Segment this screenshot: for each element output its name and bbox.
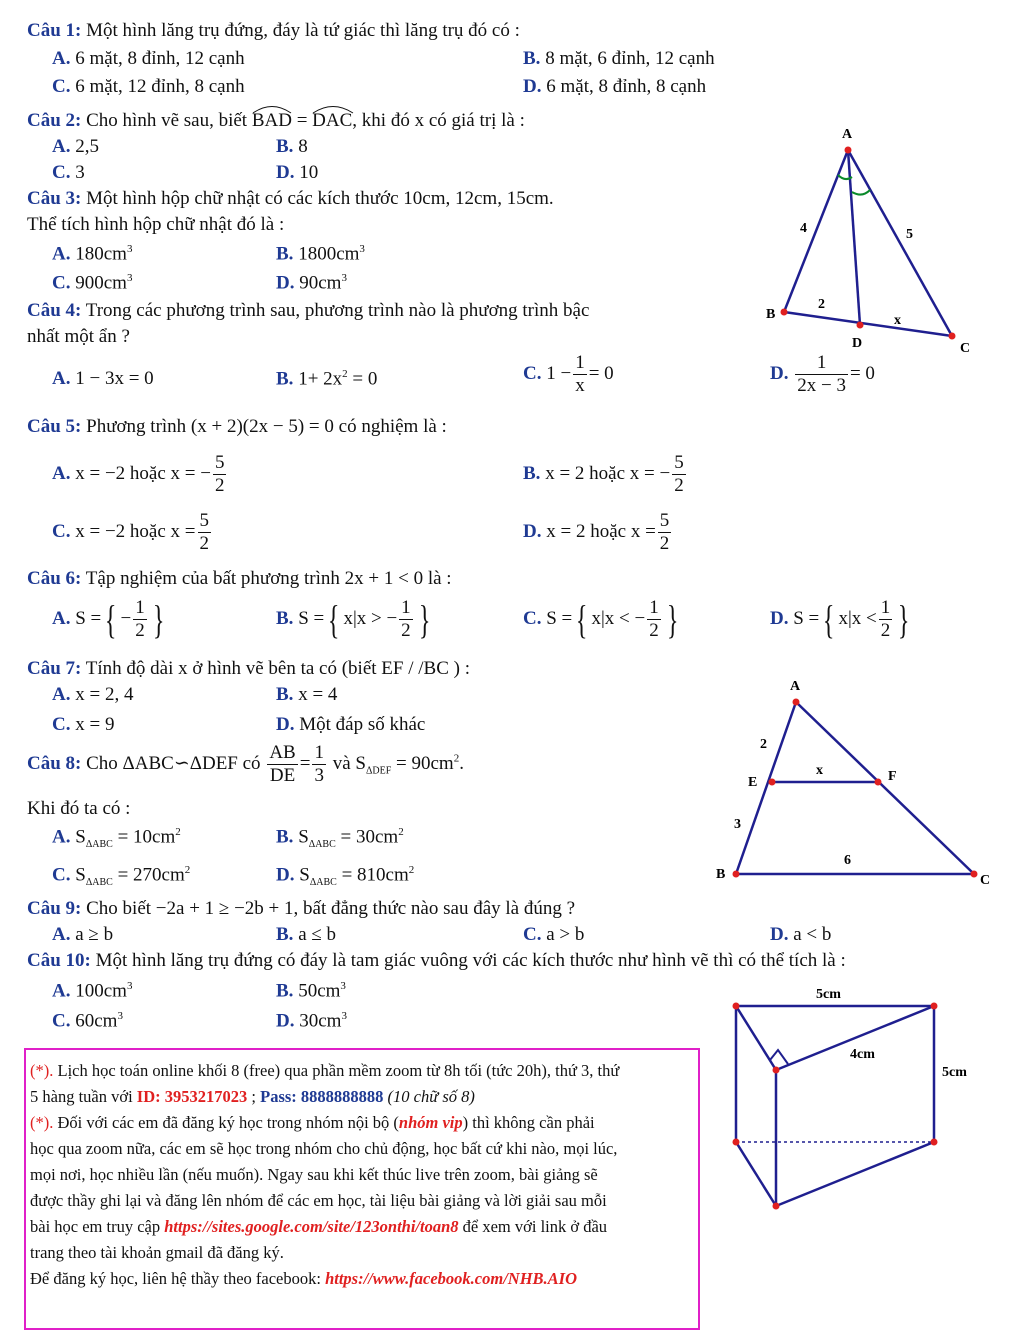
- q10-option-c[interactable]: C. $60cm^3$: [52, 1010, 123, 1032]
- q9-option-c[interactable]: C. a > b: [523, 924, 585, 945]
- q5-option-d[interactable]: D. x = 2 hoặc x = $\frac{5}{2}$: [523, 510, 670, 554]
- q7-option-d[interactable]: D. Một đáp số khác: [276, 714, 426, 735]
- note-line-9: Để đăng ký học, liên hệ thầy theo facebook: https://www.facebook.com/NHB.AIO: [30, 1269, 578, 1288]
- q6-stem: Câu 6: Tập nghiệm của bất phương trình 2x + 1 < 0 là :: [27, 568, 452, 589]
- q4-stem: Câu 4: Trong các phương trình sau, phương trình nào là phương trình bậc: [27, 300, 590, 321]
- note-line-6: được thầy ghi lại và đăng lên nhóm để các em học, tài liệu bài giảng và lời giải sau mỗi: [30, 1191, 607, 1210]
- q3-stem-line2: Thể tích hình hộp chữ nhật đó là :: [27, 214, 285, 235]
- q2-option-c[interactable]: C. 3: [52, 162, 85, 183]
- q7-stem: Câu 7: Tính độ dài x ở hình vẽ bên ta có (biết EF / /BC ) :: [27, 658, 470, 679]
- q3-option-d[interactable]: D. $90cm^3$: [276, 272, 347, 294]
- fig2-length-bc: 6: [844, 853, 851, 868]
- note-line-4: học qua zoom nữa, các em sẽ học trong nhóm cho chủ động, học bất cứ khi nào, mọi lúc,: [30, 1139, 618, 1158]
- fig2-label-b: B: [716, 867, 726, 882]
- q4-option-d[interactable]: D. $\frac{1}{2x - 3}$ = 0: [770, 352, 875, 396]
- figure-triangle-bisector: [760, 120, 980, 360]
- note-line-5: mọi nơi, học nhiều lần (nếu muốn). Ngay sau khi kết thúc live trên zoom, bài giảng sẽ: [30, 1165, 598, 1184]
- q3-option-a[interactable]: A. $180cm^3$: [52, 243, 133, 265]
- q10-stem: Câu 10: Một hình lăng trụ đứng có đáy là tam giác vuông với các kích thước như hình vẽ thì có thể tích là :: [27, 950, 846, 971]
- q8-option-b[interactable]: B. $S_{\Delta ABC} = 30cm^2$: [276, 826, 404, 851]
- q9-option-a[interactable]: A. a ≥ b: [52, 924, 114, 945]
- q1-stem: Câu 1: Một hình lăng trụ đứng, đáy là tứ giác thì lăng trụ đó có :: [27, 20, 520, 41]
- q2-stem: Câu 2: Cho hình vẽ sau, biết BAD = DAC , khi đó x có giá trị là :: [27, 110, 525, 132]
- q10-option-b[interactable]: B. $50cm^3$: [276, 980, 346, 1002]
- q7-option-b[interactable]: B. x = 4: [276, 684, 338, 705]
- fig2-length-eb: 3: [734, 817, 741, 832]
- fig2-label-a: A: [790, 679, 801, 694]
- q6-option-c[interactable]: C. S ={ x|x < − $\frac{1}{2}$ }: [523, 597, 679, 642]
- q2-option-a[interactable]: A. 2,5: [52, 136, 99, 157]
- fig1-label-a: A: [842, 127, 853, 142]
- q9-option-b[interactable]: B. a ≤ b: [276, 924, 337, 945]
- q5-option-b[interactable]: B. x = 2 hoặc x = − $\frac{5}{2}$: [523, 452, 684, 496]
- fig2-label-c: C: [980, 873, 991, 888]
- q6-option-b[interactable]: B. S ={ x|x > − $\frac{1}{2}$ }: [276, 597, 431, 642]
- q3-stem: Câu 3: Một hình hộp chữ nhật có các kích thước 10cm, 12cm, 15cm.: [27, 188, 554, 209]
- q4-option-c[interactable]: C. 1 − $\frac{1}{x}$ = 0: [523, 352, 614, 396]
- fig1-label-c: C: [960, 341, 971, 356]
- q4-option-a[interactable]: A. 1 − 3x = 0: [52, 368, 154, 389]
- q10-option-d[interactable]: D. $30cm^3$: [276, 1010, 347, 1032]
- q9-stem: Câu 9: Cho biết −2a + 1 ≥ −2b + 1, bất đẳng thức nào sau đây là đúng ?: [27, 898, 576, 919]
- q3-option-c[interactable]: C. $900cm^3$: [52, 272, 133, 294]
- q7-option-c[interactable]: C. x = 9: [52, 714, 115, 735]
- fig1-length-bd: 2: [818, 297, 825, 312]
- q5-stem: Câu 5: Phương trình (x + 2)(2x − 5) = 0 có nghiệm là :: [27, 416, 447, 437]
- figure-prism: [718, 978, 988, 1218]
- q5-option-c[interactable]: C. x = −2 hoặc x = $\frac{5}{2}$: [52, 510, 209, 554]
- note-line-1: (*). Lịch học toán online khối 8 (free) qua phần mềm zoom từ 8h tối (tức 20h), thứ 3, thứ: [30, 1061, 620, 1080]
- fig1-length-ac: 5: [906, 227, 913, 242]
- q9-option-d[interactable]: D. a < b: [770, 924, 832, 945]
- facebook-link[interactable]: https://www.facebook.com/NHB.AIO: [325, 1269, 578, 1288]
- fig3-length-side: 5cm: [942, 1065, 967, 1080]
- q4-stem-line2: nhất một ẩn ?: [27, 326, 130, 347]
- fig2-label-e: E: [748, 775, 758, 790]
- q4-option-b[interactable]: B. $1+ 2x^2 = 0$: [276, 368, 378, 390]
- fig2-label-f: F: [888, 769, 897, 784]
- note-line-7: bài học em truy cập https://sites.google.com/site/123onthi/toan8 để xem với link ở đầu: [30, 1217, 608, 1236]
- fig3-length-diag: 4cm: [850, 1047, 875, 1062]
- q1-option-b[interactable]: B. 8 mặt, 6 đỉnh, 12 cạnh: [523, 48, 715, 69]
- q5-option-a[interactable]: A. x = −2 hoặc x = − $\frac{5}{2}$: [52, 452, 225, 496]
- fig1-label-d: D: [852, 336, 863, 351]
- note-line-2: 5 hàng tuần với ID: 3953217023 ; Pass: 8888888888 (10 chữ số 8): [30, 1087, 475, 1106]
- fig1-length-dc: x: [894, 313, 901, 328]
- sites-link[interactable]: https://sites.google.com/site/123onthi/toan8: [164, 1217, 459, 1236]
- q6-option-d[interactable]: D. S ={ x|x < $\frac{1}{2}$ }: [770, 597, 910, 642]
- note-line-8: trang theo tài khoản gmail đã đăng ký.: [30, 1243, 284, 1262]
- q8-option-a[interactable]: A. $S_{\Delta ABC} = 10cm^2$: [52, 826, 181, 851]
- q1-option-a[interactable]: A. 6 mặt, 8 đỉnh, 12 cạnh: [52, 48, 245, 69]
- note-line-3: (*). Đối với các em đã đăng ký học trong nhóm nội bộ (nhóm vip) thì không cần phải: [30, 1113, 595, 1132]
- q8-option-c[interactable]: C. $S_{\Delta ABC} = 270cm^2$: [52, 864, 191, 889]
- q8-stem: Câu 8: Cho ΔABC∽ΔDEF có $\frac{AB}{DE}$ = $\frac{1}{3}$ và $S_{\Delta DEF} = 90cm^2$.: [27, 742, 464, 786]
- q1-option-d[interactable]: D. 6 mặt, 8 đỉnh, 8 cạnh: [523, 76, 707, 97]
- q10-option-a[interactable]: A. $100cm^3$: [52, 980, 133, 1002]
- figure-triangle-parallel: [710, 674, 1000, 894]
- q3-option-b[interactable]: B. $1800cm^3$: [276, 243, 365, 265]
- q7-option-a[interactable]: A. x = 2, 4: [52, 684, 134, 705]
- q8-stem-line2: Khi đó ta có :: [27, 798, 131, 819]
- q2-option-d[interactable]: D. 10: [276, 162, 319, 183]
- fig3-length-top: 5cm: [816, 987, 841, 1002]
- fig2-length-ae: 2: [760, 737, 767, 752]
- q8-option-d[interactable]: D. $S_{\Delta ABC} = 810cm^2$: [276, 864, 415, 889]
- q2-option-b[interactable]: B. 8: [276, 136, 308, 157]
- fig2-length-ef: x: [816, 763, 823, 778]
- fig1-label-b: B: [766, 307, 776, 322]
- fig1-length-ab: 4: [800, 221, 807, 236]
- q1-option-c[interactable]: C. 6 mặt, 12 đỉnh, 8 cạnh: [52, 76, 245, 97]
- q6-option-a[interactable]: A. S ={ − $\frac{1}{2}$ }: [52, 597, 165, 642]
